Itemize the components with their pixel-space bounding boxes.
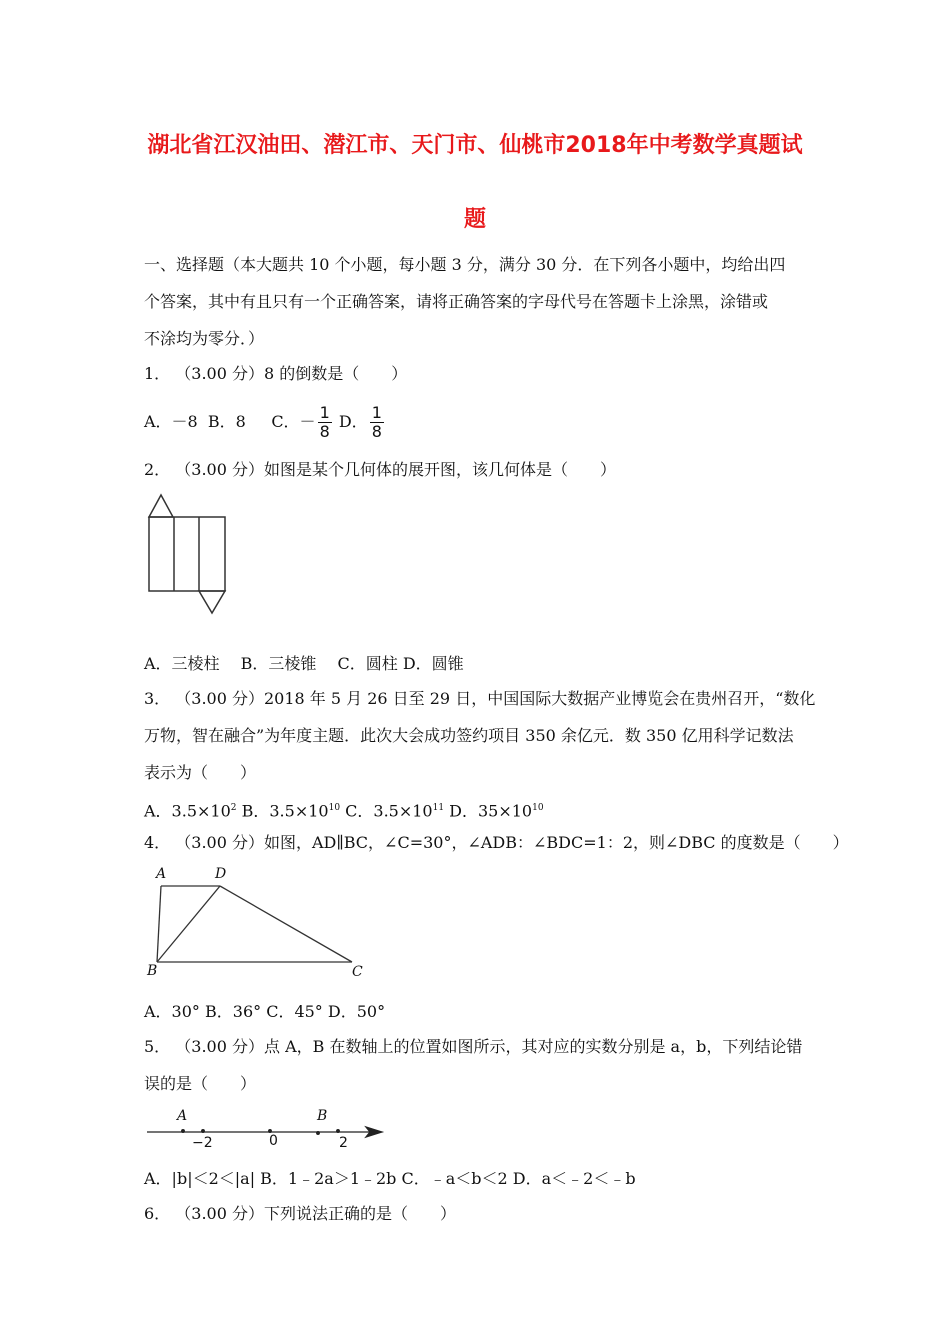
- exponent: 11: [432, 803, 445, 813]
- question-5: 误的是（ ）: [144, 1074, 257, 1093]
- tick-0: 0: [269, 1133, 278, 1149]
- trapezoid-figure: [157, 886, 352, 962]
- question-3: 万物，智在融合”为年度主题．此次大会成功签约项目 350 余亿元．数 350 亿用科学记数法: [144, 726, 794, 745]
- question-3: 表示为（ ）: [144, 763, 257, 782]
- question-2: 2． （3.00 分）如图是某个几何体的展开图，该几何体是（ ）: [144, 460, 616, 479]
- doc-title-cont: 题: [463, 207, 486, 232]
- exponent: 10: [532, 803, 544, 813]
- question-4: 4． （3.00 分）如图，AD∥BC，∠C=30°，∠ADB：∠BDC=1：2，则∠DBC 的度数是（ ）: [144, 833, 849, 852]
- label-d: D: [215, 866, 227, 882]
- axis-label-b: B: [317, 1108, 328, 1124]
- denominator: 8: [371, 422, 382, 441]
- question-3-options: [144, 798, 544, 821]
- option-a: A．－8: [144, 412, 198, 431]
- doc-title: 湖北省江汉油田、潜江市、天门市、仙桃市2018年中考数学真题试: [147, 133, 803, 158]
- option-c: C．3.5×10: [345, 801, 433, 821]
- numerator: 1: [371, 403, 382, 422]
- section-intro: 不涂均为零分．）: [144, 329, 265, 348]
- section-intro: 一、选择题（本大题共 10 个小题，每小题 3 分，满分 30 分．在下列各小题中，均给出四: [144, 255, 786, 274]
- question-6: 6． （3.00 分）下列说法正确的是（ ）: [144, 1204, 456, 1223]
- question-5: 5． （3.00 分）点 A，B 在数轴上的位置如图所示，其对应的实数分别是 a，b，下列结论错: [144, 1037, 803, 1056]
- exponent: 2: [230, 803, 237, 813]
- option-c: C．－: [271, 412, 316, 431]
- question-4-options: A．30° B．36° C．45° D．50°: [144, 1002, 386, 1021]
- option-d: D．35×10: [449, 801, 533, 821]
- label-b: B: [147, 963, 158, 979]
- option-d: D．: [338, 412, 368, 431]
- label-a: A: [156, 866, 167, 882]
- option-b: B．3.5×10: [241, 801, 329, 821]
- section-intro: 个答案，其中有且只有一个正确答案，请将正确答案的字母代号在答题卡上涂黑，涂错或: [144, 292, 769, 311]
- question-5-options: A．|b|＜2＜|a| B．1﹣2a＞1﹣2b C．﹣a＜b＜2 D．a＜﹣2＜﹣b: [144, 1169, 636, 1188]
- question-3: 3． （3.00 分）2018 年 5 月 26 日至 29 日，中国国际大数据产业博览会在贵州召开，“数化: [144, 689, 816, 708]
- tick-neg2: −2: [192, 1135, 213, 1151]
- option-a: A．3.5×10: [144, 801, 231, 821]
- axis-label-a: A: [177, 1108, 188, 1124]
- question-2-options: A．三棱柱 B．三棱锥 C．圆柱 D．圆锥: [144, 654, 464, 673]
- prism-net-figure: [149, 495, 225, 613]
- numerator: 1: [319, 403, 330, 422]
- option-b: B．8: [207, 412, 246, 431]
- question-1: 1． （3.00 分）8 的倒数是（ ）: [144, 364, 408, 383]
- exponent: 10: [328, 803, 341, 813]
- label-c: C: [352, 964, 363, 980]
- denominator: 8: [319, 422, 330, 441]
- tick-2: 2: [339, 1135, 348, 1151]
